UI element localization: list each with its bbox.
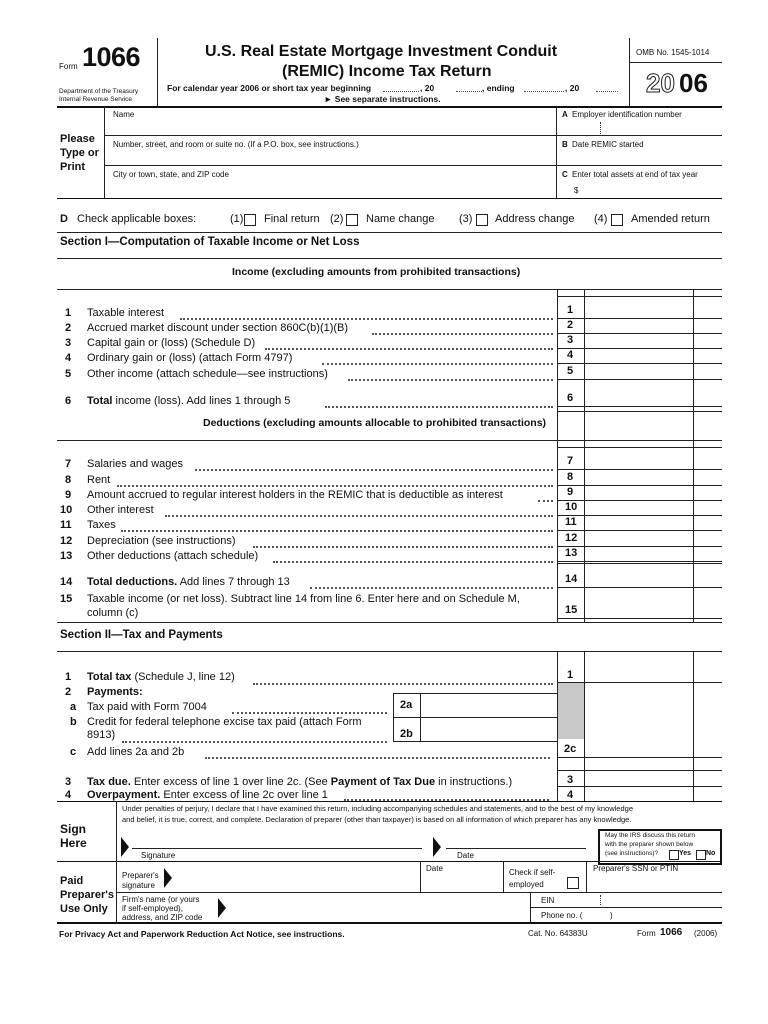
box-2b: 2b	[400, 728, 413, 740]
final-return-label: Final return	[264, 213, 320, 225]
address-field[interactable]	[106, 148, 552, 164]
name-label: Name	[113, 110, 135, 119]
payments-label: Payments:	[87, 686, 143, 698]
cat-number: Cat. No. 64383U	[528, 929, 588, 938]
s1-line-15-label: Taxable income (or net loss). Subtract line 14 from line 6. Enter here and on Schedule M,	[87, 593, 520, 605]
type-or-label: Type or	[60, 147, 99, 159]
s1-line-10-label: Other interest	[87, 504, 154, 516]
s1-box-1: 1	[567, 304, 574, 316]
preparer-sig-label2: signature	[122, 881, 155, 890]
check-applicable-label: Check applicable boxes:	[77, 213, 197, 225]
field-b-letter: B	[562, 140, 568, 149]
s1-line-7-label: Salaries and wages	[87, 458, 184, 470]
date-label: Date	[457, 851, 474, 860]
preparers-label: Preparer's	[60, 889, 114, 901]
city-state-zip-field[interactable]	[106, 178, 552, 196]
s1-box-4: 4	[567, 349, 574, 361]
discuss-line2: with the preparer shown below	[605, 841, 694, 848]
leader-dots	[372, 333, 553, 335]
s1-line-6-num: 6	[65, 395, 72, 407]
s1-box-15: 15	[565, 604, 578, 616]
discuss-no-checkbox[interactable]	[696, 850, 706, 860]
s1-line-4-label: Ordinary gain or (loss) (attach Form 4797)	[87, 352, 293, 364]
s1-line-8-amount-field[interactable]	[586, 470, 691, 484]
firm-arrow	[218, 898, 226, 918]
discuss-yes-label: Yes	[679, 850, 692, 857]
s2-line-2b-label: Credit for federal telephone excise tax paid (attach Form	[87, 716, 362, 728]
s1-line-2-label: Accrued market discount under section 860C(b)(1)(B)	[87, 322, 349, 334]
s1-line-14-num: 14	[60, 576, 73, 588]
footer-form-number: 1066	[660, 927, 683, 938]
s1-line-5-label: Other income (attach schedule—see instructions)	[87, 368, 328, 380]
firm-label2: if self-employed),	[122, 904, 183, 913]
leader-dots	[165, 515, 553, 517]
please-label: Please	[60, 133, 95, 145]
tax-due-field[interactable]	[586, 772, 691, 785]
s1-box-11: 11	[565, 516, 577, 528]
s1-box-7: 7	[567, 455, 574, 467]
s1-line-7-num: 7	[65, 458, 72, 470]
leader-dots	[348, 379, 553, 381]
omb-number: OMB No. 1545-1014	[636, 48, 710, 57]
amended-return-label: Amended return	[631, 213, 710, 225]
s2-line-3-label: Tax due. Enter excess of line 1 over line 2c. (See Payment of Tax Due in instructions.)	[87, 776, 513, 788]
total-assets-field[interactable]	[584, 182, 720, 196]
telephone-credit-field[interactable]	[422, 719, 555, 740]
dollar-sign: $	[574, 186, 579, 195]
leader-dots	[273, 561, 553, 563]
tax-paid-7004-field[interactable]	[422, 695, 555, 716]
amended-return-checkbox[interactable]	[611, 214, 623, 226]
dept-line1: Department of the Treasury	[59, 88, 139, 95]
s2-line-1-num: 1	[65, 671, 72, 683]
preparer-sig-label1: Preparer's	[122, 871, 159, 880]
leader-dots	[538, 500, 553, 502]
box-3-num: (3)	[459, 213, 473, 225]
name-change-checkbox[interactable]	[346, 214, 358, 226]
total-tax-field[interactable]	[586, 666, 691, 681]
s1-line-2-num: 2	[65, 322, 72, 334]
self-employed-label2: employed	[509, 880, 544, 889]
s1-line-12-label: Depreciation (see instructions)	[87, 535, 236, 547]
s1-line-4-amount-field[interactable]	[586, 348, 691, 362]
s2-box-3: 3	[567, 774, 574, 786]
s1-line-11-amount-field[interactable]	[586, 515, 691, 529]
overpayment-field[interactable]	[586, 787, 691, 800]
s1-line-3-num: 3	[65, 337, 72, 349]
address-label: Number, street, and room or suite no. (If a P.O. box, see instructions.)	[113, 140, 359, 149]
s1-line-9-amount-field[interactable]	[586, 485, 691, 499]
box-4-num: (4)	[594, 213, 608, 225]
preparer-phone-field[interactable]	[586, 908, 720, 921]
s1-line-1-label: Taxable interest	[87, 307, 165, 319]
s1-line-13-amount-field[interactable]	[586, 546, 691, 560]
s2-line-2a-letter: a	[70, 701, 77, 713]
form-title-line2: (REMIC) Income Tax Return	[282, 63, 492, 80]
discuss-line1: May the IRS discuss this return	[605, 832, 695, 839]
s1-line-9-label: Amount accrued to regular interest holders in the REMIC that is deductible as interest	[87, 489, 503, 501]
here-label: Here	[60, 836, 87, 850]
s1-line-13-label: Other deductions (attach schedule)	[87, 550, 259, 562]
footer-form-label: Form	[637, 929, 656, 938]
s1-box-2: 2	[567, 319, 574, 331]
total-assets-label: Enter total assets at end of tax year	[572, 170, 698, 179]
date-remic-started-label: Date REMIC started	[572, 140, 644, 149]
s1-line-2-amount-field[interactable]	[586, 318, 691, 332]
s1-line-8-num: 8	[65, 474, 72, 486]
address-change-label: Address change	[495, 213, 575, 225]
tax-year-bold: 06	[679, 68, 708, 98]
box-2c: 2c	[564, 743, 577, 755]
discuss-no-label: No	[706, 850, 716, 857]
box-2a: 2a	[400, 699, 413, 711]
s1-box-3: 3	[567, 334, 574, 346]
calendar-20: , 20	[420, 83, 435, 93]
taxpayer-date-field[interactable]	[446, 832, 586, 848]
s1-line-10-amount-field[interactable]	[586, 500, 691, 514]
s1-line-12-amount-field[interactable]	[586, 531, 691, 545]
firm-label3: address, and ZIP code	[122, 913, 203, 922]
d-letter: D	[60, 213, 68, 225]
preparer-date-label: Date	[426, 864, 443, 873]
use-only-label: Use Only	[60, 903, 108, 915]
s2-line-4-num: 4	[65, 789, 72, 801]
s1-line-15-label-cont: column (c)	[87, 607, 139, 619]
see-instructions: ► See separate instructions.	[324, 94, 441, 104]
preparer-date-field[interactable]	[422, 873, 502, 891]
name-change-label: Name change	[366, 213, 435, 225]
s1-line-5-amount-field[interactable]	[586, 364, 691, 378]
firm-name-address-field[interactable]	[230, 894, 528, 921]
preparer-sig-arrow	[164, 868, 172, 888]
calendar-20b: , 20	[565, 83, 580, 93]
s2-box-4: 4	[567, 789, 574, 801]
sign-label: Sign	[60, 822, 86, 836]
s2-line-2b-label-cont: 8913)	[87, 729, 116, 741]
leader-dots	[325, 406, 553, 408]
s1-line-13-num: 13	[60, 550, 73, 562]
address-change-checkbox[interactable]	[476, 214, 488, 226]
s1-line-6-amount-field[interactable]	[586, 391, 691, 405]
s2-line-2c-letter: c	[70, 746, 77, 758]
deductions-heading: Deductions (excluding amounts allocable to prohibited transactions)	[203, 417, 547, 429]
preparer-ssn-label: Preparer's SSN or PTIN	[593, 864, 679, 873]
signature-label: Signature	[141, 851, 176, 860]
date-arrow	[433, 837, 441, 857]
leader-dots	[180, 318, 553, 320]
leader-dots	[121, 530, 553, 532]
s2-line-1-label: Total tax (Schedule J, line 12)	[87, 671, 235, 683]
preparer-ein-field[interactable]	[560, 894, 720, 906]
paid-label: Paid	[60, 875, 84, 887]
s2-box-1: 1	[567, 669, 574, 681]
add-2a-2b-field[interactable]	[586, 741, 691, 757]
box-1-num: (1)	[230, 213, 244, 225]
penalty-line2: and belief, it is true, correct, and complete. Declaration of preparer (other than taxpayer) is based on all information of which preparer has any knowledge.	[122, 815, 632, 824]
s1-line-1-amount-field[interactable]	[586, 303, 691, 317]
final-return-checkbox[interactable]	[244, 214, 256, 226]
tax-year-outline: 20	[646, 68, 675, 98]
shaded-cell	[558, 683, 584, 739]
date-remic-started-field[interactable]	[560, 150, 720, 164]
taxpayer-signature-field[interactable]	[132, 832, 422, 848]
s2-line-2-num: 2	[65, 686, 72, 698]
ein-preparer-label: EIN	[541, 896, 555, 905]
privacy-notice: For Privacy Act and Paperwork Reduction Act Notice, see instructions.	[59, 929, 345, 939]
discuss-line3: (see instructions)?	[605, 850, 659, 857]
box-2-num: (2)	[330, 213, 344, 225]
s1-box-12: 12	[565, 532, 578, 544]
s1-line-10-num: 10	[60, 504, 73, 516]
section-2-title: Section II—Tax and Payments	[60, 629, 223, 641]
field-a-letter: A	[562, 110, 568, 119]
penalty-line1: Under penalties of perjury, I declare that I have examined this return, including accompanying schedules and statements, and to the best of my knowledge	[122, 804, 633, 813]
s1-box-9: 9	[567, 486, 574, 498]
s1-box-6: 6	[567, 392, 574, 404]
form-label: Form	[59, 62, 78, 71]
leader-dots	[265, 348, 553, 350]
leader-dots	[117, 485, 553, 487]
s1-box-8: 8	[567, 471, 574, 483]
s1-line-15-num: 15	[60, 593, 73, 605]
name-field[interactable]	[106, 118, 552, 134]
preparer-ssn-field[interactable]	[588, 873, 720, 891]
preparer-signature-field[interactable]	[176, 864, 418, 891]
field-c-letter: C	[562, 170, 568, 179]
section-1-title: Section I—Computation of Taxable Income or Net Loss	[60, 236, 360, 248]
s1-line-4-num: 4	[65, 352, 72, 364]
s1-box-5: 5	[567, 365, 574, 377]
dept-line2: Internal Revenue Service	[59, 96, 132, 103]
footer-year: (2006)	[694, 929, 718, 938]
leader-dots	[253, 546, 553, 548]
discuss-yes-checkbox[interactable]	[669, 850, 679, 860]
s1-line-12-num: 12	[60, 535, 73, 547]
s1-line-8-label: Rent	[87, 474, 111, 486]
s1-line-15-amount-field[interactable]	[586, 603, 691, 617]
s1-box-13: 13	[565, 547, 578, 559]
s1-box-10: 10	[565, 501, 578, 513]
phone-close-paren: )	[610, 911, 613, 920]
sign-arrow	[121, 837, 129, 857]
leader-dots	[195, 469, 553, 471]
s1-line-5-num: 5	[65, 368, 72, 380]
leader-dots	[322, 363, 553, 365]
income-heading: Income (excluding amounts from prohibited transactions)	[232, 266, 521, 278]
self-employed-label1: Check if self-	[509, 868, 556, 877]
s1-line-3-label: Capital gain or (loss) (Schedule D)	[87, 337, 256, 349]
s1-line-11-label: Taxes	[87, 519, 116, 531]
s2-line-2b-letter: b	[70, 716, 77, 728]
ein-label: Employer identification number	[572, 110, 682, 119]
s2-line-3-num: 3	[65, 776, 72, 788]
s2-line-4-label: Overpayment. Enter excess of line 2c over line 1	[87, 789, 328, 801]
s1-line-14-amount-field[interactable]	[586, 572, 691, 586]
form-title-line1: U.S. Real Estate Mortgage Investment Conduit	[205, 43, 558, 60]
calendar-ending: , ending	[482, 83, 515, 93]
print-label: Print	[60, 161, 86, 173]
s1-line-3-amount-field[interactable]	[586, 333, 691, 347]
self-employed-checkbox[interactable]	[567, 877, 579, 889]
s1-line-11-num: 11	[60, 519, 72, 531]
s1-line-6-label: Total income (loss). Add lines 1 through 5	[87, 395, 291, 407]
s1-line-9-num: 9	[65, 489, 72, 501]
phone-label: Phone no. (	[541, 911, 583, 920]
s2-line-2a-label: Tax paid with Form 7004	[87, 701, 207, 713]
firm-label1: Firm's name (or yours	[122, 895, 200, 904]
ein-field[interactable]	[560, 120, 720, 134]
s1-box-14: 14	[565, 573, 578, 585]
s1-line-1-num: 1	[65, 307, 72, 319]
s1-line-14-label: Total deductions. Add lines 7 through 13	[87, 576, 290, 588]
form-number: 1066	[82, 42, 141, 72]
s2-line-2c-label: Add lines 2a and 2b	[87, 746, 185, 758]
leader-dots	[310, 587, 553, 589]
calendar-line: For calendar year 2006 or short tax year beginning	[167, 83, 372, 93]
s1-line-7-amount-field[interactable]	[586, 454, 691, 468]
city-label: City or town, state, and ZIP code	[113, 170, 229, 179]
